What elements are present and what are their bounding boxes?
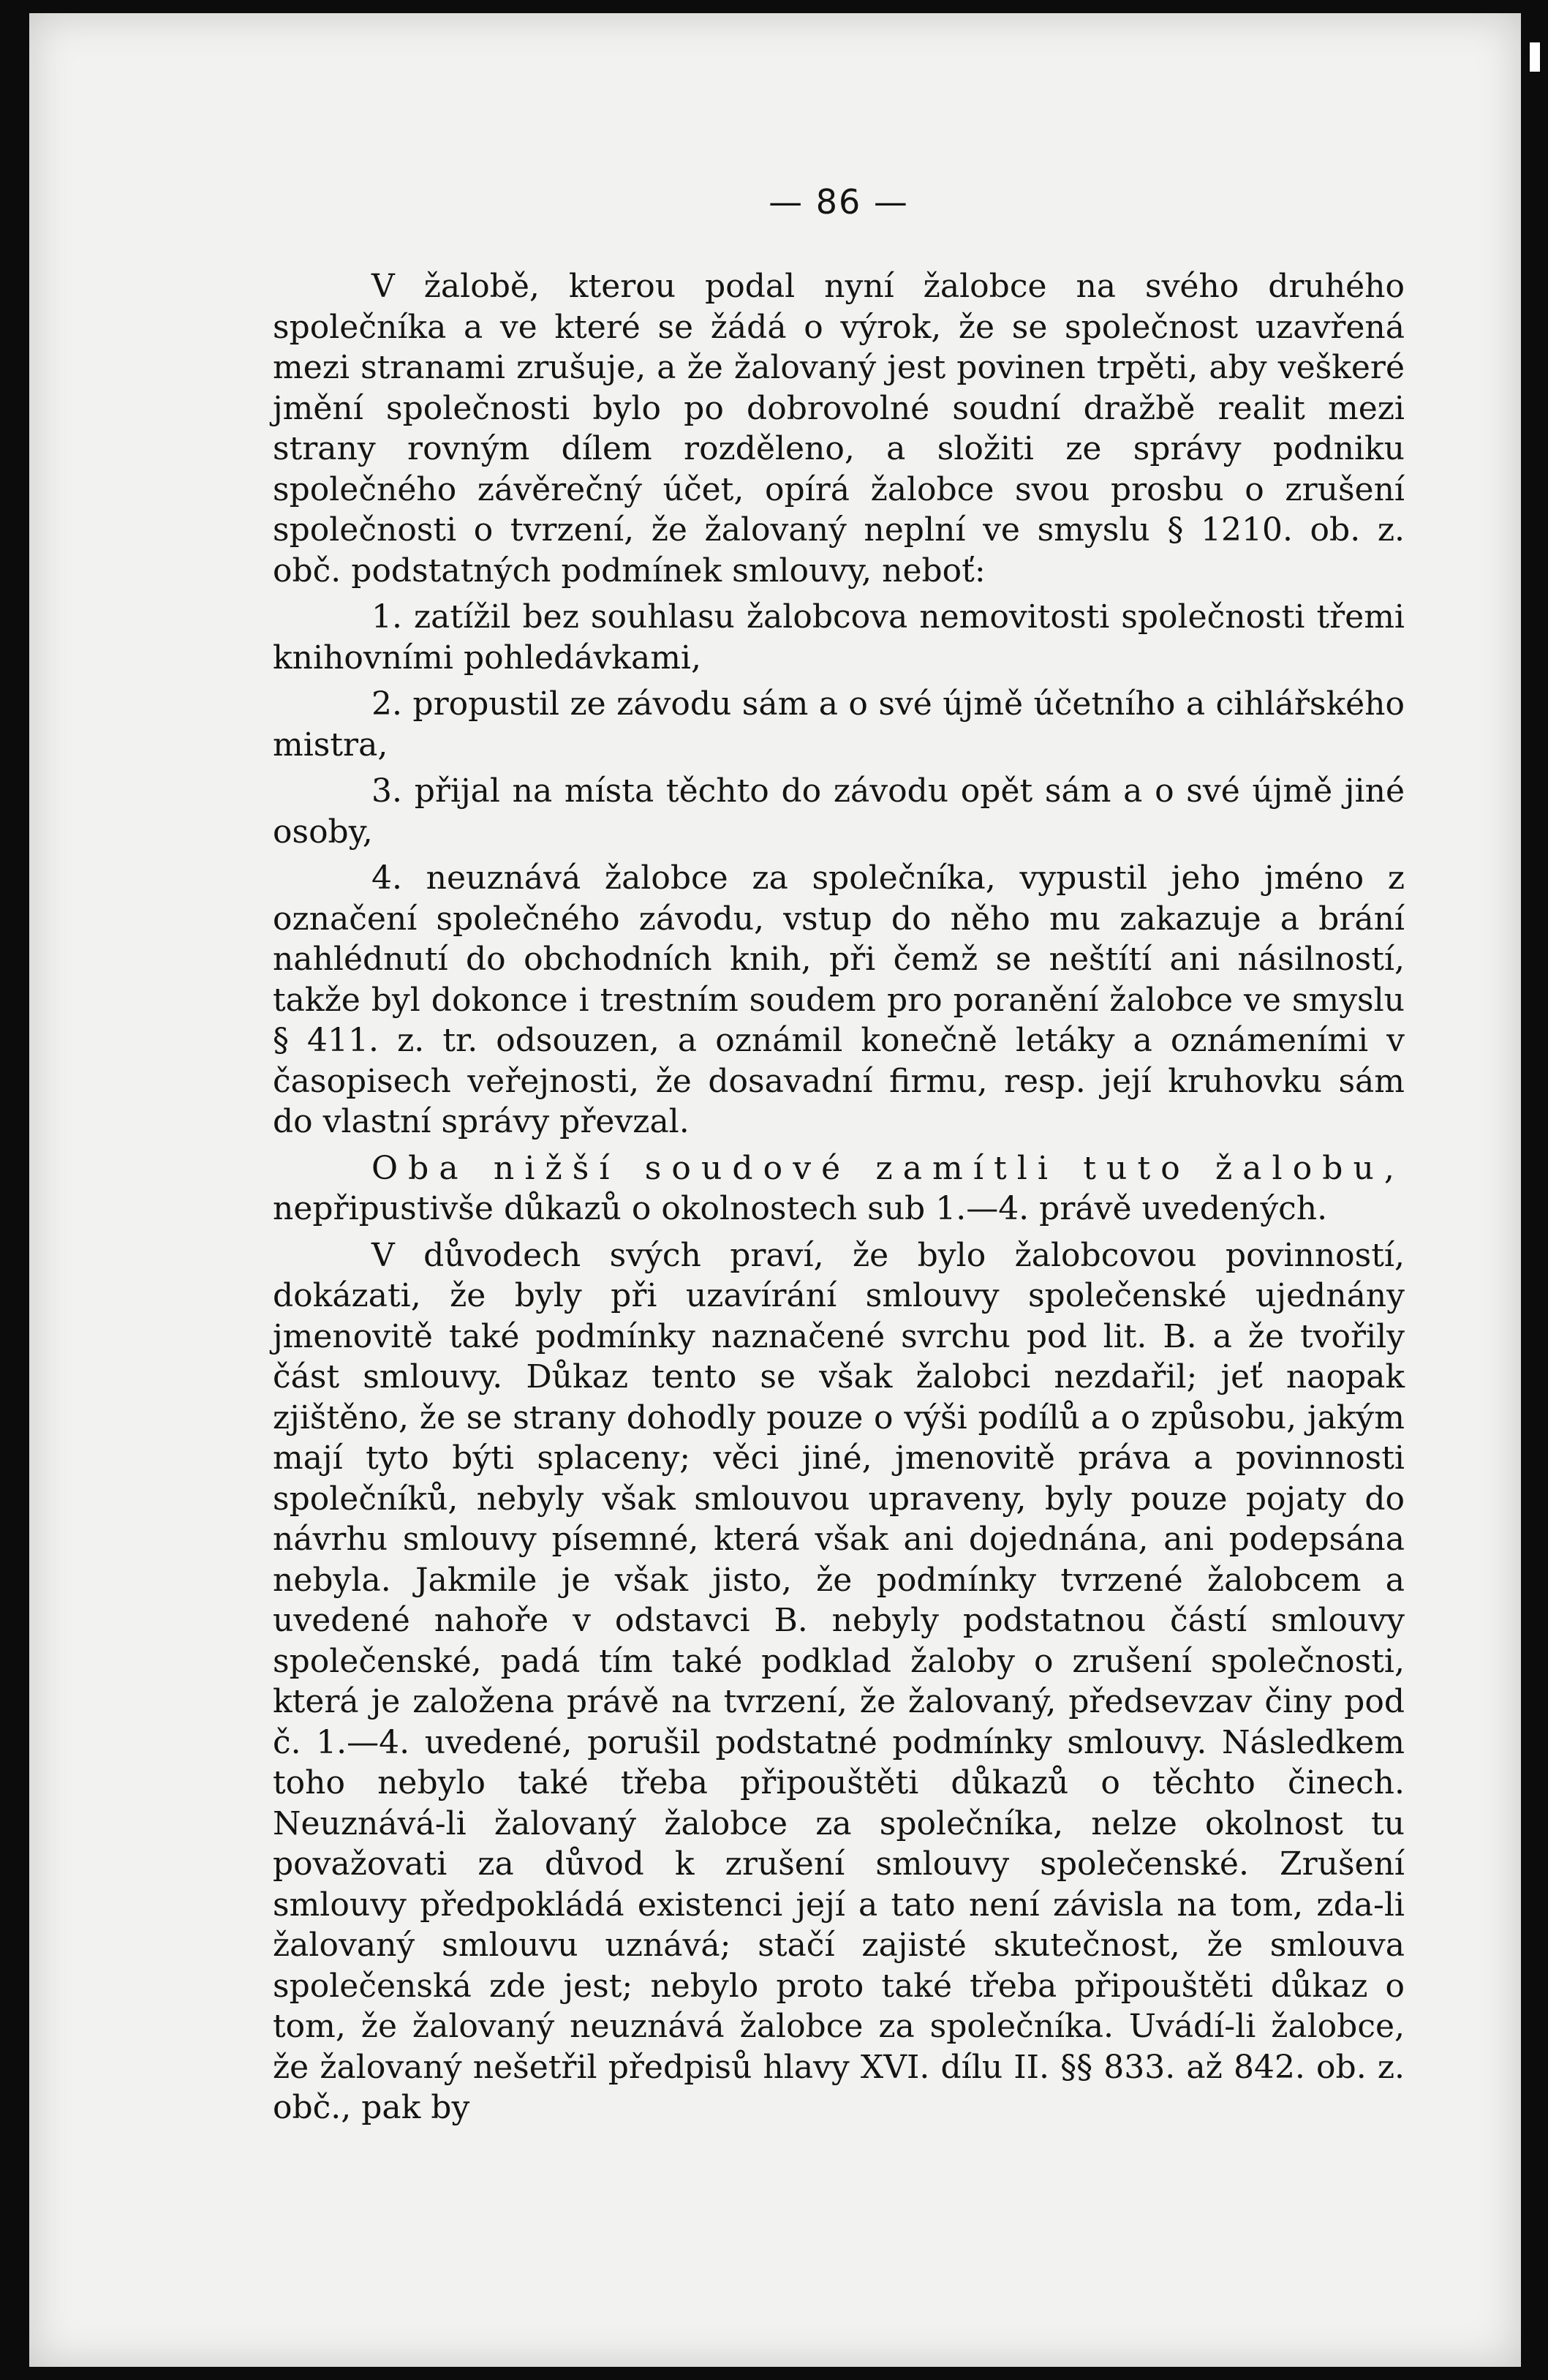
paragraph-lower-courts xyxy=(273,1148,1405,1229)
paragraph-point-2: 2. propustil ze závodu sám a o své újmě účetního a cihlářského mistra, xyxy=(273,685,1405,764)
paragraph-reasons: V důvodech svých praví, že bylo žalobcovou povinností, dokázati, že byly při uzavírání smlouvy společenské ujednány jmenovitě také podmínky naznačené svrchu pod lit. B. a že tvořily část smlouvy. Důkaz tento se však žalobci nezdařil; jeť naopak zjištěno, že se strany dohodly pouze o výši podílů a o způsobu, jakým mají tyto býti splaceny; věci jiné, jmenovitě práva a povinnosti společníků, nebyly však smlouvou upraveny, byly pouze pojaty do návrhu smlouvy písemné, která však ani dojednána, ani podepsána nebyla. Jakmile je však jisto, že podmínky tvrzené žalobcem a uvedené nahoře v odstavci B. nebyly podstatnou částí smlouvy společenské, padá tím také podklad žaloby o zrušení společnosti, která je založena právě na tvrzení, že žalovaný, předsevzav činy pod č. 1.—4. uvedené, porušil podstatné podmínky smlouvy. Následkem toho nebylo také třeba připouštěti důkazů o těchto činech. Neuznává-li žalovaný žalobce za společníka, nelze okolnost tu považovati za důvod k zrušení smlouvy společenské. Zrušení smlouvy předpokládá existenci její a tato není závisla na tom, zda-li žalovaný smlouvu uznává; stačí zajisté skutečnost, že smlouva společenská zde jest; nebylo proto také třeba připouštěti důkaz o tom, že žalovaný neuznává žalobce za společníka. Uvádí-li žalobce, že žalovaný nešetřil předpisů hlavy XVI. dílu II. §§ 833. až 842. ob. z. obč., pak by xyxy=(273,1236,1405,2126)
page-content xyxy=(273,173,1405,2134)
scan-edge-mark xyxy=(1530,42,1540,72)
paragraph-point-4: 4. neuznává žalobce za společníka, vypustil jeho jméno z označení společného závodu, vstup do něho mu zakazuje a brání nahlédnutí do obchodních knih, při čemž se neštítí ani násilností, takže byl dokonce i trestním soudem pro poranění žalobce ve smyslu § 411. z. tr. odsouzen, a oznámil konečně letáky a oznámeními v časopisech veřejnosti, že dosavadní firmu, resp. její kruhovku sám do vlastní správy převzal. xyxy=(273,859,1405,1140)
paragraph-point-1: 1. zatížil bez souhlasu žalobcova nemovitosti společnosti třemi knihovními pohledávkami, xyxy=(273,598,1405,677)
paragraph-claim: V žalobě, kterou podal nyní žalobce na svého druhého společníka a ve které se žádá o výrok, že se společnost uzavřená mezi stranami zrušuje, a že žalovaný jest povinen trpěti, aby veškeré jmění společnosti bylo po dobrovolné soudní dražbě realit mezi strany rovným dílem rozděleno, a složiti ze správy podniku společného závěrečný účet, opírá žalobce svou prosbu o zrušení společnosti o tvrzení, že žalovaný neplní ve smyslu § 1210. ob. z. obč. podstatných podmínek smlouvy, neboť: xyxy=(273,268,1405,590)
paragraph-lower-courts-text: nepřipustivše důkazů o okolnostech sub 1.—4. právě uvedených. xyxy=(273,1190,1328,1227)
page-number: — 86 — xyxy=(769,182,909,222)
paragraph-point-3: 3. přijal na místa těchto do závodu opět sám a o své újmě jiné osoby, xyxy=(273,772,1405,851)
spaced-emphasis: Oba nižší soudové zamítli tuto žalobu, xyxy=(371,1149,1405,1187)
